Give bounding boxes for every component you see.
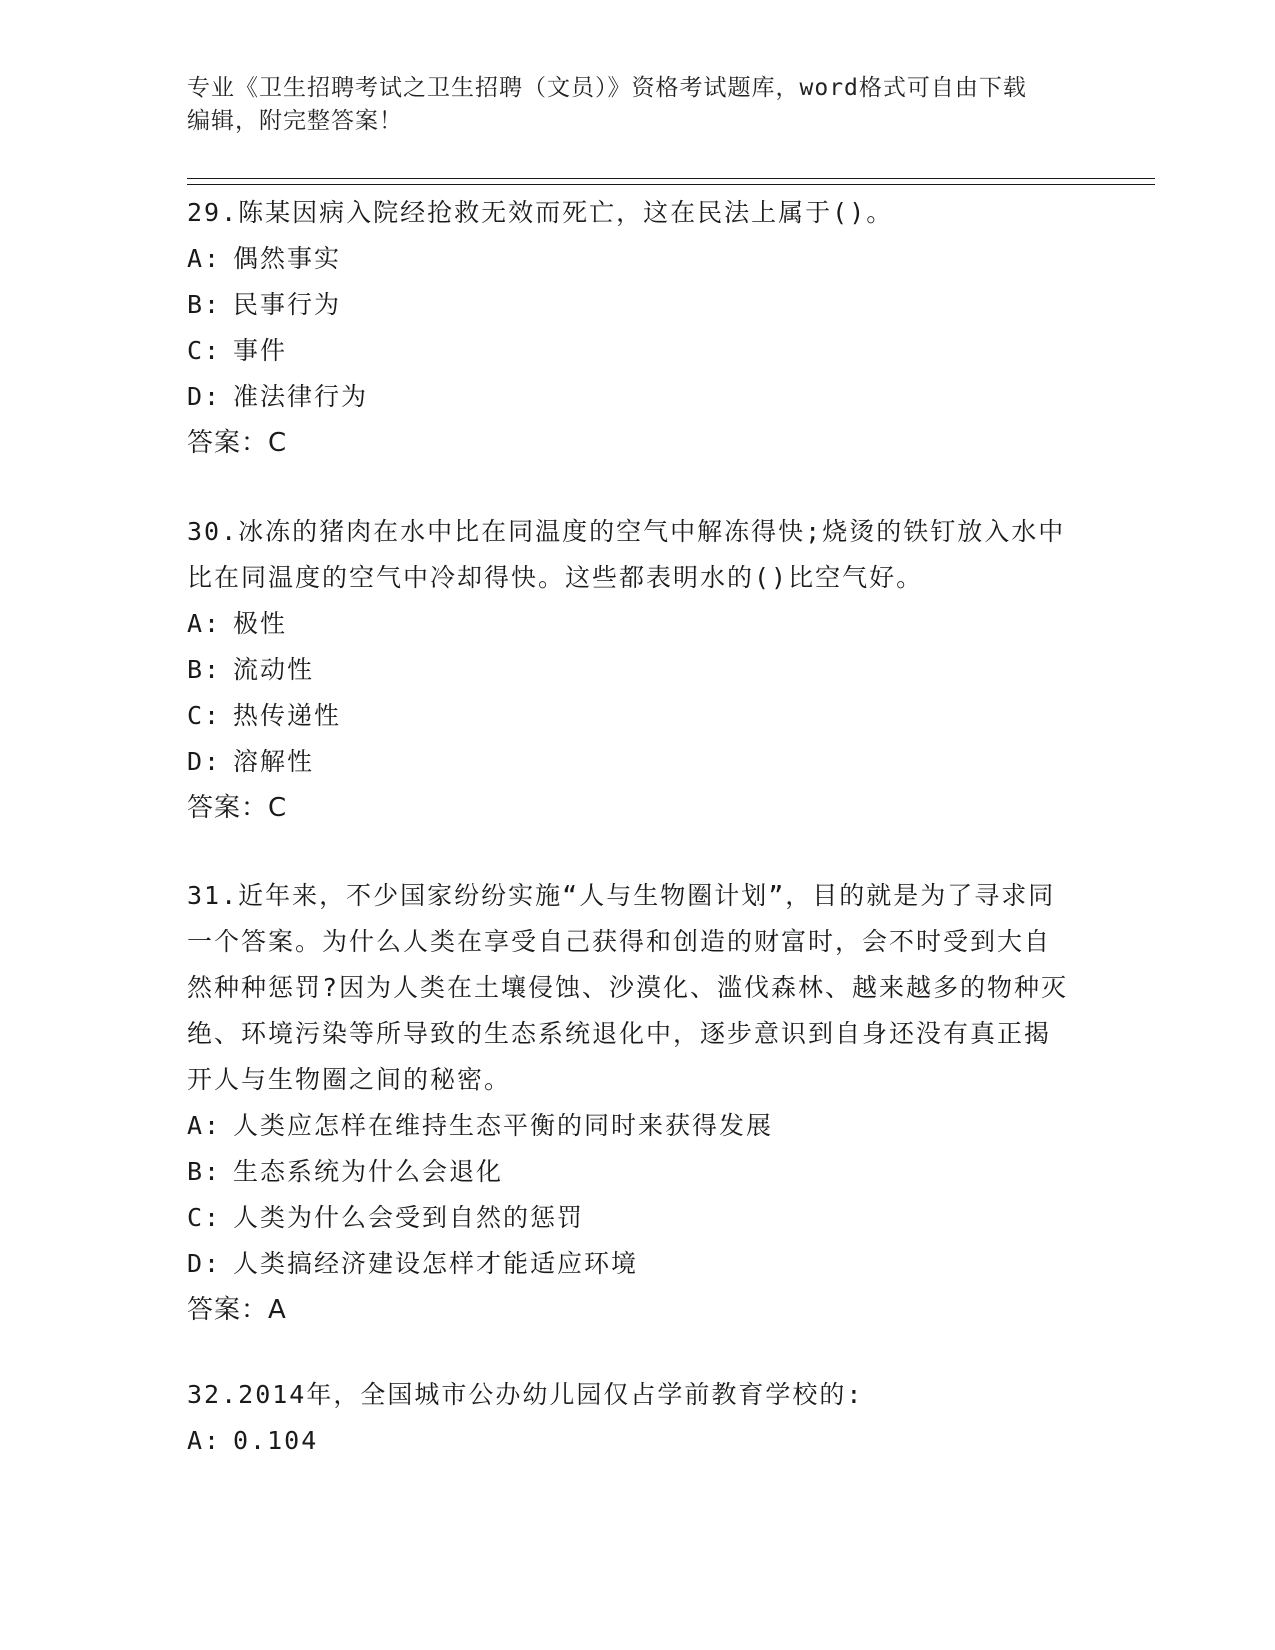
question-stem: 32.2014年，全国城市公办幼儿园仅占学前教育学校的: bbox=[187, 1380, 864, 1409]
answer: 答案：C bbox=[187, 793, 288, 823]
option-d bbox=[187, 374, 1077, 420]
option-c bbox=[187, 1195, 1077, 1241]
question-29 bbox=[187, 190, 1077, 466]
option-d bbox=[187, 1241, 1077, 1287]
question-stem: 30.冰冻的猪肉在水中比在同温度的空气中解冻得快;烧烫的铁钉放入水中比在同温度的空气中冷却得快。这些都表明水的()比空气好。 bbox=[187, 517, 1066, 592]
answer: 答案：A bbox=[187, 1295, 287, 1325]
option-text: 人类为什么会受到自然的惩罚 bbox=[233, 1203, 585, 1232]
option-b bbox=[187, 1149, 1077, 1195]
option-label: A: bbox=[187, 1111, 222, 1140]
document-header bbox=[187, 72, 1087, 138]
question-stem: 29.陈某因病入院经抢救无效而死亡，这在民法上属于()。 bbox=[187, 198, 894, 227]
option-text: 生态系统为什么会退化 bbox=[233, 1157, 504, 1186]
option-text: 溶解性 bbox=[233, 747, 315, 776]
option-c bbox=[187, 693, 1077, 739]
option-b bbox=[187, 282, 1077, 328]
option-label: D: bbox=[187, 382, 222, 411]
option-text: 热传递性 bbox=[233, 701, 342, 730]
header-divider-top bbox=[187, 178, 1155, 179]
option-c bbox=[187, 328, 1077, 374]
answer: 答案：C bbox=[187, 428, 288, 458]
question-stem: 31.近年来，不少国家纷纷实施“人与生物圈计划”，目的就是为了寻求同一个答案。为什么人类在享受自己获得和创造的财富时，会不时受到大自然种种惩罚?因为人类在土壤侵蚀、沙漠化、滥伐森林、越来越多的物种灭绝、环境污染等所导致的生态系统退化中，逐步意识到自身还没有真正揭开人与生物圈之间的秘密。 bbox=[187, 881, 1069, 1094]
option-label: B: bbox=[187, 655, 222, 684]
question-32 bbox=[187, 1372, 1077, 1464]
option-text: 民事行为 bbox=[233, 290, 342, 319]
option-a bbox=[187, 1418, 1077, 1464]
option-label: A: bbox=[187, 1426, 222, 1455]
option-text: 0.104 bbox=[233, 1426, 319, 1455]
header-line-2: 编辑，附完整答案！ bbox=[187, 108, 403, 134]
header-line-1: 专业《卫生招聘考试之卫生招聘（文员）》资格考试题库，word格式可自由下载 bbox=[187, 75, 1027, 101]
option-text: 人类应怎样在维持生态平衡的同时来获得发展 bbox=[233, 1111, 774, 1140]
option-d bbox=[187, 739, 1077, 785]
option-label: B: bbox=[187, 290, 222, 319]
option-label: D: bbox=[187, 747, 222, 776]
option-a bbox=[187, 601, 1077, 647]
option-label: C: bbox=[187, 701, 222, 730]
header-divider-bottom bbox=[187, 184, 1155, 185]
option-label: B: bbox=[187, 1157, 222, 1186]
option-label: C: bbox=[187, 1203, 222, 1232]
option-text: 准法律行为 bbox=[233, 382, 369, 411]
option-label: A: bbox=[187, 609, 222, 638]
option-text: 人类搞经济建设怎样才能适应环境 bbox=[233, 1249, 639, 1278]
option-text: 流动性 bbox=[233, 655, 315, 684]
option-text: 偶然事实 bbox=[233, 244, 342, 273]
question-31 bbox=[187, 873, 1077, 1333]
option-label: A: bbox=[187, 244, 222, 273]
option-text: 极性 bbox=[233, 609, 288, 638]
option-label: D: bbox=[187, 1249, 222, 1278]
question-30 bbox=[187, 509, 1077, 831]
option-b bbox=[187, 647, 1077, 693]
option-label: C: bbox=[187, 336, 222, 365]
option-a bbox=[187, 236, 1077, 282]
option-text: 事件 bbox=[233, 336, 288, 365]
option-a bbox=[187, 1103, 1077, 1149]
